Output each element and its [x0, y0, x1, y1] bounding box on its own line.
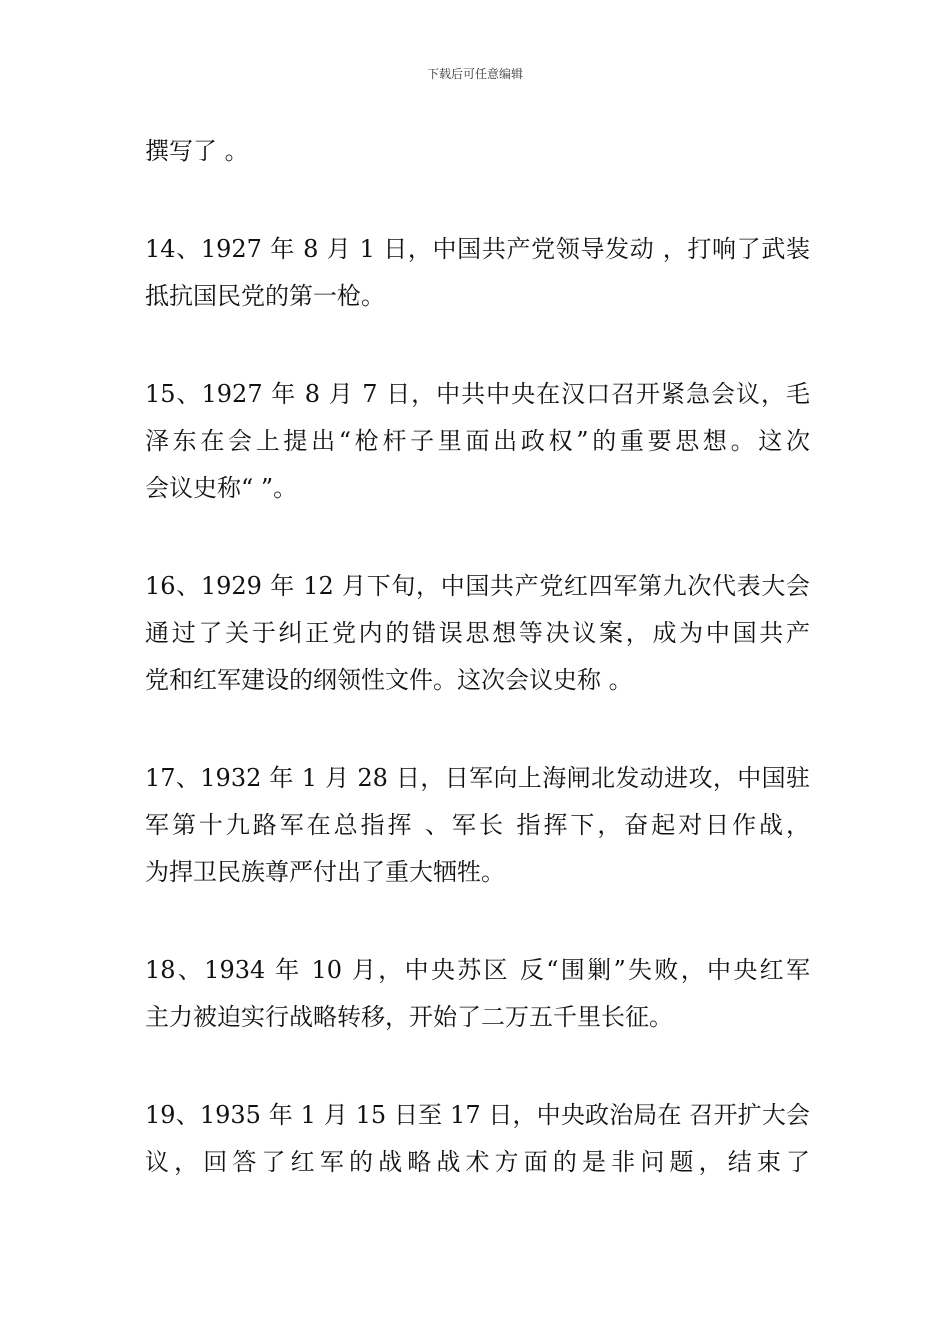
text-line: 军第十九路军在总指挥 、军长 指挥下，奋起对日作战， — [145, 811, 810, 839]
text-line: 17、1932 年 1 月 28 日，日军向上海闸北发动进攻，中国驻 — [145, 764, 810, 792]
page-header: 下载后可任意编辑 — [426, 67, 523, 81]
paragraph-item-17 — [145, 755, 810, 896]
text-line: 议，回答了红军的战略战术方面的是非问题，结束了 — [145, 1148, 810, 1176]
text-line: 16、1929 年 12 月下旬，中国共产党红四军第九次代表大会 — [145, 572, 810, 600]
paragraph-item-15 — [145, 371, 810, 512]
paragraph-item-16 — [145, 563, 810, 704]
text-line: 会议史称“ ”。 — [145, 474, 298, 502]
text-line: 党和红军建设的纲领性文件。这次会议史称 。 — [145, 666, 633, 694]
text-line: 抵抗国民党的第一枪。 — [145, 282, 385, 310]
paragraph-continuation — [145, 128, 810, 175]
paragraph-item-14 — [145, 226, 810, 320]
text-line: 主力被迫实行战略转移，开始了二万五千里长征。 — [145, 1003, 673, 1031]
text-line: 通过了关于纠正党内的错误思想等决议案，成为中国共产 — [145, 619, 810, 647]
paragraph-item-18 — [145, 947, 810, 1041]
text-line: 14、1927 年 8 月 1 日，中国共产党领导发动 ，打响了武装 — [145, 235, 810, 263]
text-line: 18、1934 年 10 月，中央苏区 反“围剿”失败，中央红军 — [145, 956, 810, 984]
paragraph-item-19 — [145, 1092, 810, 1186]
text-line: 15、1927 年 8 月 7 日，中共中央在汉口召开紧急会议，毛 — [145, 380, 810, 408]
text-line: 为捍卫民族尊严付出了重大牺牲。 — [145, 858, 505, 886]
document-body — [145, 128, 810, 1237]
text-line: 撰写了 。 — [145, 137, 249, 165]
text-line: 泽东在会上提出“枪杆子里面出政权”的重要思想。这次 — [145, 427, 810, 455]
text-line: 19、1935 年 1 月 15 日至 17 日，中央政治局在 召开扩大会 — [145, 1101, 810, 1129]
